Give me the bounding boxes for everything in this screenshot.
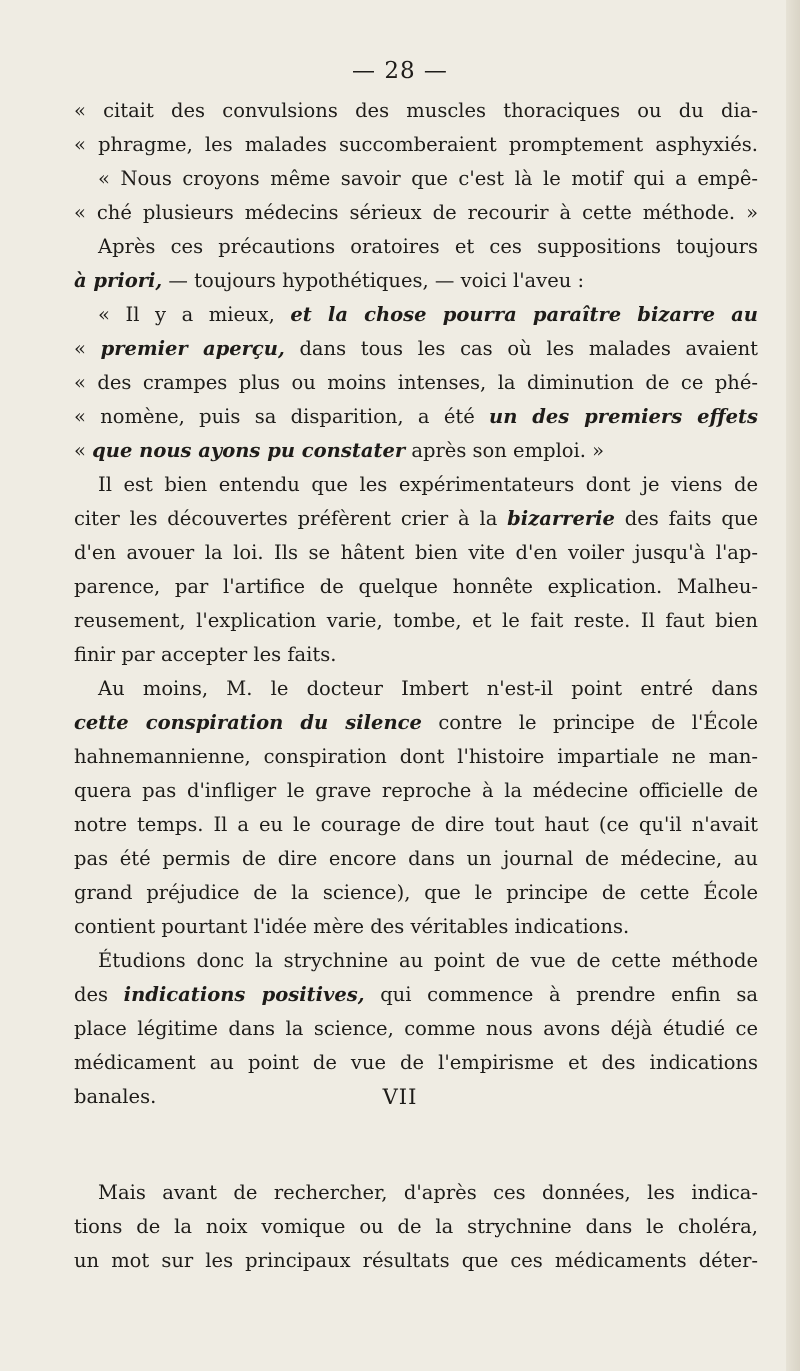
text-line xyxy=(74,1210,758,1244)
text-run: « ché plusieurs médecins sérieux de recourir à cette méthode. » xyxy=(74,201,758,224)
text-line xyxy=(74,536,758,570)
text-run: des faits que xyxy=(614,507,758,530)
text-run: qui commence à prendre enfin sa xyxy=(364,983,759,1006)
text-run: « phragme, les malades succomberaient promptement asphyxiés. xyxy=(74,133,758,156)
text-line xyxy=(74,570,758,604)
text-line xyxy=(74,468,758,502)
text-run: citer les découvertes préfèrent crier à la xyxy=(74,507,508,530)
italic-phrase: à priori, xyxy=(74,269,163,292)
text-run: « xyxy=(74,337,101,360)
text-line xyxy=(74,1244,758,1278)
text-line xyxy=(74,604,758,638)
text-line xyxy=(74,638,758,672)
text-run: pas été permis de dire encore dans un journal de médecine, au xyxy=(74,847,758,870)
text-run: « Nous croyons même savoir que c'est là le motif qui a empê- xyxy=(98,167,758,190)
italic-phrase: premier aperçu, xyxy=(100,337,285,360)
text-run: des xyxy=(74,983,124,1006)
text-line xyxy=(74,230,758,264)
text-run: après son emploi. » xyxy=(405,439,605,462)
text-line xyxy=(74,128,758,162)
text-line xyxy=(74,502,758,536)
text-line xyxy=(74,298,758,332)
text-run: médicament au point de vue de l'empirisme et des indications xyxy=(74,1051,758,1074)
italic-phrase: indications positives, xyxy=(123,983,365,1006)
text-line xyxy=(74,1176,758,1210)
text-run: « citait des convulsions des muscles thoraciques ou du dia- xyxy=(74,99,758,122)
text-line xyxy=(74,162,758,196)
text-line xyxy=(74,774,758,808)
text-line xyxy=(74,876,758,910)
text-line xyxy=(74,196,758,230)
text-line xyxy=(74,740,758,774)
text-run: quera pas d'infliger le grave reproche à la médecine officielle de xyxy=(74,779,758,802)
text-line xyxy=(74,264,758,298)
text-line xyxy=(74,944,758,978)
text-run: tions de la noix vomique ou de la strychnine dans le choléra, xyxy=(74,1215,758,1238)
italic-phrase: un des premiers effets xyxy=(489,405,758,428)
text-line xyxy=(74,808,758,842)
text-line xyxy=(74,978,758,1012)
body-text-continued xyxy=(74,1176,758,1278)
section-heading: VII xyxy=(382,1085,418,1109)
text-run: hahnemannienne, conspiration dont l'histoire impartiale ne man- xyxy=(74,745,758,768)
text-run: Étudions donc la strychnine au point de vue de cette méthode xyxy=(98,949,758,972)
text-run: « des crampes plus ou moins intenses, la diminution de ce phé- xyxy=(74,371,758,394)
italic-phrase: et la chose pourra paraître bizarre au xyxy=(290,303,758,326)
page-number: — 28 — xyxy=(352,58,448,84)
italic-phrase: cette conspiration du silence xyxy=(74,711,422,734)
text-run: parence, par l'artifice de quelque honnête explication. Malheu- xyxy=(74,575,758,598)
text-run: contient pourtant l'idée mère des véritables indications. xyxy=(74,915,630,938)
text-run: Mais avant de rechercher, d'après ces données, les indica- xyxy=(98,1181,758,1204)
text-run: — toujours hypothétiques, — voici l'aveu : xyxy=(162,269,585,292)
text-run: Après ces précautions oratoires et ces suppositions toujours xyxy=(98,235,758,258)
text-run: banales. xyxy=(74,1085,157,1108)
text-line xyxy=(74,842,758,876)
text-run: reusement, l'explication varie, tombe, et le fait reste. Il faut bien xyxy=(74,609,758,632)
text-line xyxy=(74,1012,758,1046)
page-edge xyxy=(786,0,800,1371)
text-line xyxy=(74,366,758,400)
text-line xyxy=(74,706,758,740)
text-line xyxy=(74,434,758,468)
text-run: contre le principe de l'École xyxy=(421,711,758,734)
text-run: d'en avouer la loi. Ils se hâtent bien vite d'en voiler jusqu'à l'ap- xyxy=(74,541,758,564)
text-run: grand préjudice de la science), que le principe de cette École xyxy=(74,881,758,904)
text-run: finir par accepter les faits. xyxy=(74,643,337,666)
body-text xyxy=(74,94,758,1114)
text-run: un mot sur les principaux résultats que ces médicaments déter- xyxy=(74,1249,758,1272)
text-line xyxy=(74,400,758,434)
text-line xyxy=(74,910,758,944)
text-run: « nomène, puis sa disparition, a été xyxy=(74,405,490,428)
text-line xyxy=(74,332,758,366)
italic-phrase: bizarrerie xyxy=(507,507,615,530)
italic-phrase: que nous ayons pu constater xyxy=(92,439,406,462)
text-run: place légitime dans la science, comme nous avons déjà étudié ce xyxy=(74,1017,758,1040)
text-line xyxy=(74,1046,758,1080)
text-line xyxy=(74,94,758,128)
text-run: dans tous les cas où les malades avaient xyxy=(284,337,758,360)
text-run: Au moins, M. le docteur Imbert n'est-il point entré dans xyxy=(98,677,758,700)
text-run: « xyxy=(74,439,93,462)
text-run: « Il y a mieux, xyxy=(98,303,291,326)
text-run: notre temps. Il a eu le courage de dire tout haut (ce qu'il n'avait xyxy=(74,813,758,836)
text-line xyxy=(74,672,758,706)
text-run: Il est bien entendu que les expérimentateurs dont je viens de xyxy=(98,473,758,496)
